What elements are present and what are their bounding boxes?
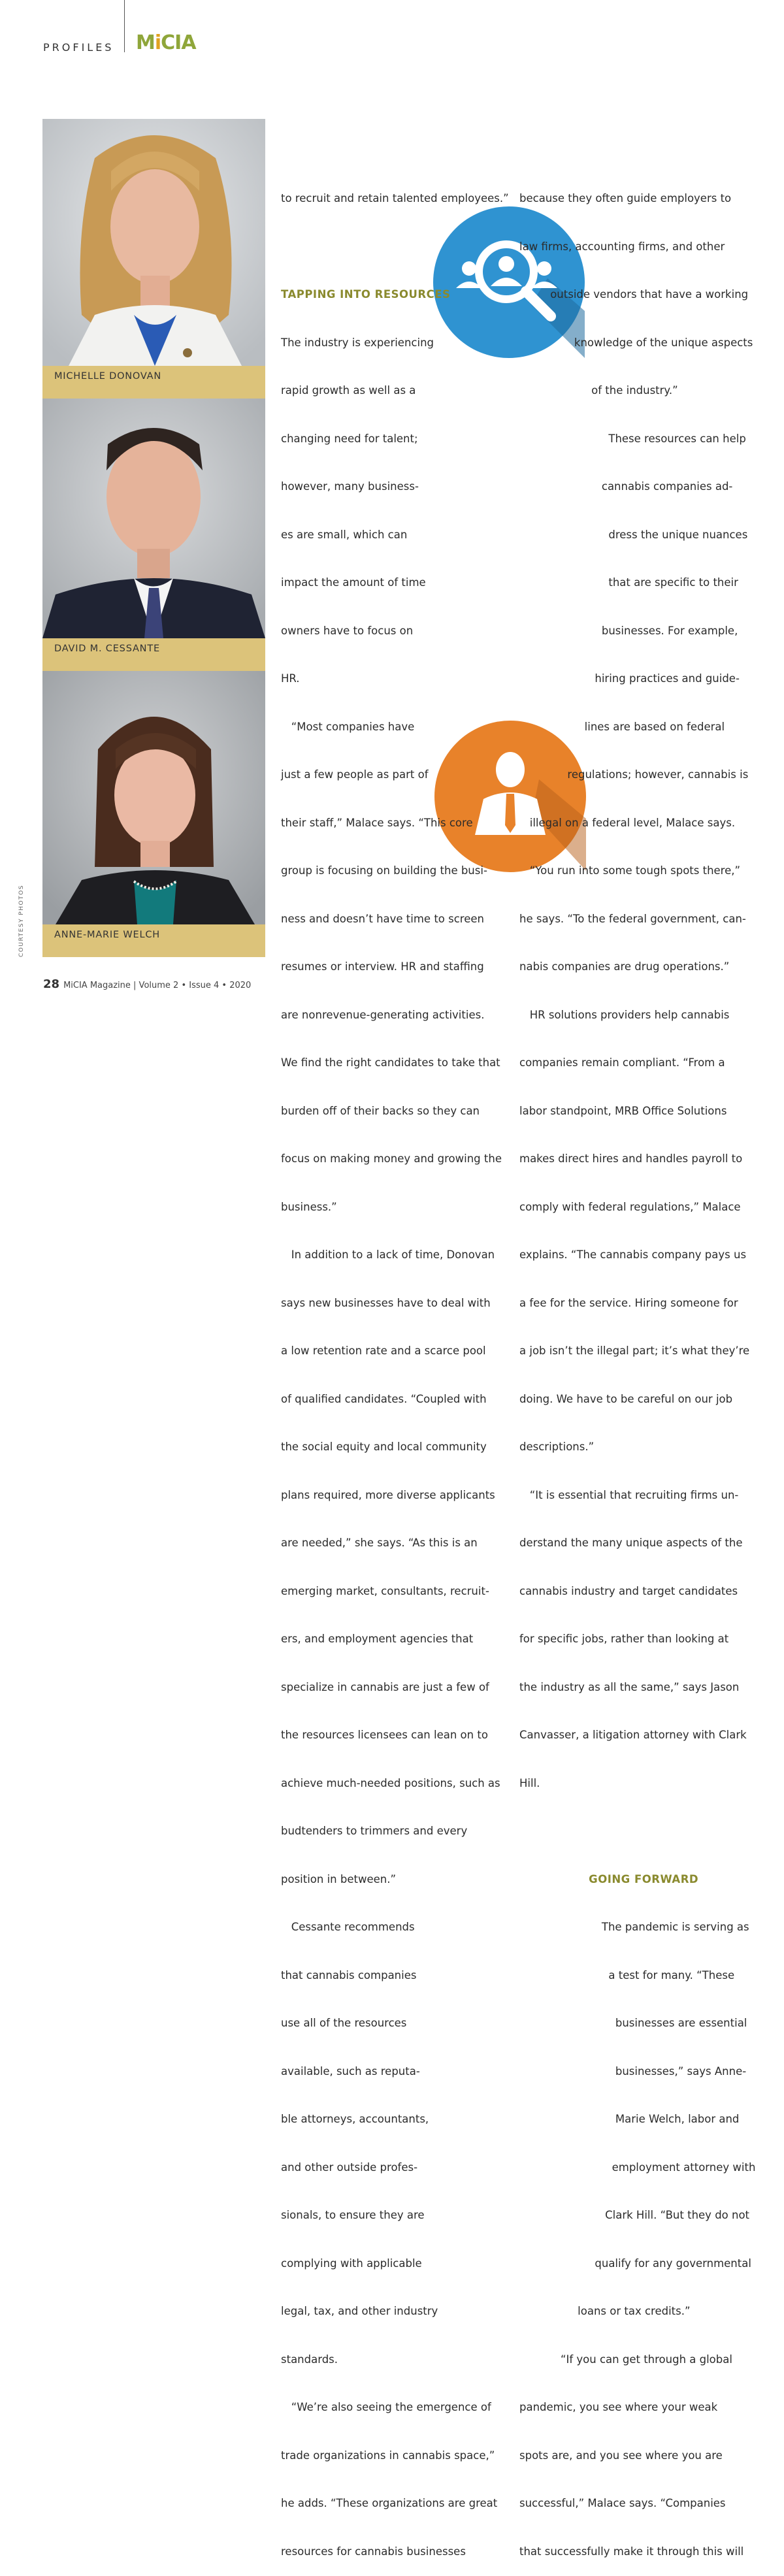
text-line: “It is essential that recruiting firms un- — [519, 1488, 739, 1501]
text-line: comply with federal regulations,” Malace — [519, 1200, 741, 1213]
text-line: Clark Hill. “But they do not — [519, 2209, 750, 2221]
text-line: says new businesses have to deal with — [281, 1296, 491, 1309]
text-line: the resources licensees can lean on to — [281, 1729, 488, 1741]
text-line: We find the right candidates to take that — [281, 1056, 500, 1069]
portrait-david-cessante — [42, 399, 265, 638]
text-line: a fee for the service. Hiring someone for — [519, 1296, 738, 1309]
portrait-michelle-donovan — [42, 119, 265, 366]
text-line: achieve much-needed positions, such as — [281, 1776, 500, 1789]
text-line: are nonrevenue-generating activities. — [281, 1008, 485, 1021]
text-line: specialize in cannabis are just a few of — [281, 1680, 489, 1693]
text-line: regulations; however, cannabis is — [519, 768, 749, 781]
text-line: complying with applicable — [281, 2257, 422, 2270]
text-line: impact the amount of time — [281, 576, 426, 589]
text-line: “We’re also seeing the emergence of — [281, 2401, 491, 2413]
text-line: cannabis industry and target candidates — [519, 1584, 738, 1597]
subhead-going-forward: GOING FORWARD — [519, 1872, 699, 1885]
text-line: available, such as reputa- — [281, 2064, 420, 2078]
text-line: just a few people as part of — [281, 768, 429, 781]
logo-leaf-i: i — [154, 31, 161, 54]
text-line: HR. — [281, 672, 300, 685]
text-line: pandemic, you see where your weak — [519, 2401, 718, 2413]
text-line: hiring practices and guide- — [519, 672, 740, 685]
text-line: HR solutions providers help cannabis — [519, 1008, 730, 1021]
text-line: he says. “To the federal government, can- — [519, 912, 746, 925]
text-line: loans or tax credits.” — [519, 2305, 691, 2317]
logo-prefix: M — [136, 31, 155, 54]
text-line: trade organizations in cannabis space,” — [281, 2449, 495, 2462]
text-line: descriptions.” — [519, 1441, 595, 1453]
text-line: These resources can help — [519, 432, 746, 445]
text-line: that successfully make it through this will — [519, 2545, 744, 2558]
text-line: that are specific to their — [519, 576, 738, 589]
text-line: “You run into some tough spots there,” — [519, 864, 741, 877]
text-line: ers, and employment agencies that — [281, 1633, 474, 1645]
text-line: business.” — [281, 1200, 337, 1213]
portrait-anne-marie-welch — [42, 671, 265, 924]
text-line: plans required, more diverse applicants — [281, 1488, 495, 1501]
text-line: derstand the many unique aspects of the — [519, 1537, 743, 1549]
section-label: PROFILES — [43, 41, 114, 54]
photo-credit: COURTESY PHOTOS — [18, 885, 25, 957]
text-line: a job isn’t the illegal part; it’s what they’re — [519, 1345, 750, 1357]
text-line: es are small, which can — [281, 528, 408, 541]
text-line: because they often guide employers to — [519, 192, 732, 204]
text-line: for specific jobs, rather than looking at — [519, 1633, 729, 1645]
text-line: labor standpoint, MRB Office Solutions — [519, 1104, 727, 1117]
text-line: a test for many. “These — [519, 1968, 735, 1981]
text-line: The industry is experiencing — [281, 336, 434, 349]
issue-info: | Volume 2 • Issue 4 • 2020 — [133, 981, 252, 990]
text-line: he adds. “These organizations are great — [281, 2497, 498, 2509]
text-line: ble attorneys, accountants, — [281, 2113, 429, 2125]
text-line: group is focusing on building the busi- — [281, 864, 487, 877]
text-line: budtenders to trimmers and every — [281, 1825, 468, 1837]
text-line: Canvasser, a litigation attorney with Clark — [519, 1729, 747, 1741]
text-line: successful,” Malace says. “Companies — [519, 2497, 726, 2509]
page-number: 28 — [43, 977, 60, 991]
logo-suffix: CIA — [161, 31, 196, 54]
text-line: doing. We have to be careful on our job — [519, 1392, 733, 1405]
text-line: businesses,” says Anne- — [519, 2064, 747, 2078]
header-divider — [124, 0, 125, 52]
text-line: In addition to a lack of time, Donovan — [281, 1248, 495, 1261]
text-line: explains. “The cannabis company pays us — [519, 1248, 747, 1261]
text-line: position in between.” — [281, 1872, 397, 1885]
text-line: sionals, to ensure they are — [281, 2209, 425, 2221]
text-line: cannabis companies ad- — [519, 480, 733, 493]
article-column-2 — [519, 159, 755, 2576]
text-line: of qualified candidates. “Coupled with — [281, 1392, 487, 1405]
text-line: emerging market, consultants, recruit- — [281, 1584, 489, 1597]
text-line: employment attorney with — [519, 2160, 756, 2174]
text-line: however, many business- — [281, 480, 419, 493]
text-line: the industry as all the same,” says Jason — [519, 1680, 740, 1693]
text-line: “If you can get through a global — [519, 2353, 732, 2366]
text-line: are needed,” she says. “As this is an — [281, 1537, 478, 1549]
text-line: ness and doesn’t have time to screen — [281, 912, 484, 925]
caption-anne-marie-welch: ANNE-MARIE WELCH — [42, 924, 265, 957]
subhead-tapping-into-resources: TAPPING INTO RESOURCES — [281, 288, 451, 301]
text-line: nabis companies are drug operations.” — [519, 960, 730, 973]
text-line: businesses. For example, — [519, 624, 738, 637]
text-line: of the industry.” — [519, 384, 678, 397]
text-line: Cessante recommends — [281, 1921, 415, 1933]
page-footer — [43, 977, 251, 991]
text-line — [281, 239, 509, 255]
text-line: use all of the resources — [281, 2017, 407, 2029]
caption-michelle-donovan: MICHELLE DONOVAN — [42, 366, 265, 399]
text-line: qualify for any governmental — [519, 2257, 751, 2270]
text-line: focus on making money and growing the — [281, 1152, 502, 1165]
text-line: standards. — [281, 2353, 338, 2366]
text-line: outside vendors that have a working — [519, 288, 749, 301]
caption-david-cessante: DAVID M. CESSANTE — [42, 638, 265, 671]
text-line: The pandemic is serving as — [519, 1921, 749, 1933]
text-line: burden off of their backs so they can — [281, 1104, 480, 1117]
text-line: spots are, and you see where you are — [519, 2449, 723, 2462]
text-line: businesses are essential — [519, 2017, 747, 2029]
text-line: a low retention rate and a scarce pool — [281, 1345, 486, 1357]
text-line: their staff,” Malace says. “This core — [281, 816, 473, 829]
text-line: Hill. — [519, 1776, 540, 1789]
micia-logo — [136, 31, 196, 54]
magazine-name: MiCIA Magazine — [63, 981, 131, 990]
text-line: illegal on a federal level, Malace says. — [519, 816, 736, 829]
text-line: resumes or interview. HR and staffing — [281, 960, 484, 973]
text-line: rapid growth as well as a — [281, 384, 416, 397]
article-column-1 — [281, 159, 509, 2576]
text-line: resources for cannabis businesses — [281, 2545, 466, 2558]
text-line: to recruit and retain talented employees.” — [281, 192, 509, 204]
text-line: knowledge of the unique aspects — [519, 336, 753, 349]
text-line: that cannabis companies — [281, 1968, 417, 1981]
text-line: the social equity and local community — [281, 1441, 487, 1453]
text-line: companies remain compliant. “From a — [519, 1056, 725, 1069]
text-line: changing need for talent; — [281, 432, 418, 445]
text-line: Marie Welch, labor and — [519, 2113, 740, 2125]
text-line: and other outside profes- — [281, 2160, 418, 2174]
text-line: legal, tax, and other industry — [281, 2305, 438, 2317]
text-line: dress the unique nuances — [519, 528, 748, 541]
text-line: makes direct hires and handles payroll to — [519, 1152, 743, 1165]
text-line: owners have to focus on — [281, 624, 414, 637]
text-line — [519, 1823, 755, 1840]
text-line: “Most companies have — [281, 720, 415, 733]
text-line: law firms, accounting firms, and other — [519, 240, 725, 253]
text-line: lines are based on federal — [519, 720, 725, 733]
